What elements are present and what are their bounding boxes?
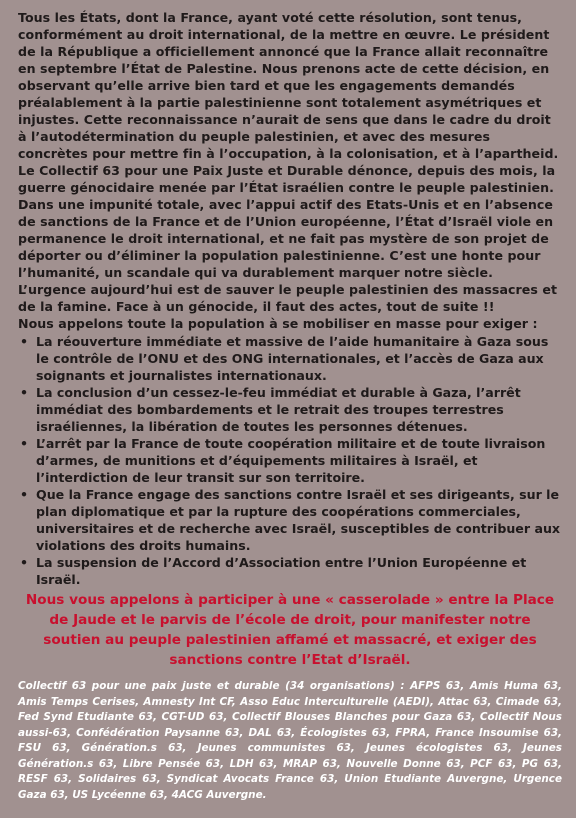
demand-item xyxy=(18,333,562,384)
bullet-icon: • xyxy=(20,334,29,349)
demand-item xyxy=(18,384,562,435)
call-intro-paragraph: Nous appelons toute la population à se mobiliser en masse pour exiger : xyxy=(18,316,538,331)
bullet-icon: • xyxy=(20,555,29,570)
collectif-denunciation-paragraph: Le Collectif 63 pour une Paix Juste et Durable dénonce, depuis des mois, la guerre génocidaire menée par l’État israélien contre le peuple palestinien. Dans une impunité totale, avec l’appui actif des Etats-Unis et en l’absence de sanctions de la France et de l’Union européenne, l’État d’Israël viole en permanence le droit international, et ne fait pas mystère de son projet de déporter ou d’éliminer la population palestinienne. C’est une honte pour l’humanité, un scandale qui va durablement marquer notre siècle. xyxy=(18,163,556,280)
demand-text: Que la France engage des sanctions contre Israël et ses dirigeants, sur le plan diplomatique et par la rupture des coopérations commerciales, universitaires et de recherche avec Israël, susceptibles de contribuer aux violations des droits humains. xyxy=(36,487,561,553)
bullet-icon: • xyxy=(20,436,29,451)
demand-text: L’arrêt par la France de toute coopération militaire et de toute livraison d’armes, de munitions et d’équipements militaires à Israël, et l’interdiction de leur transit sur son territoire. xyxy=(36,436,546,485)
bullet-icon: • xyxy=(20,487,29,502)
demand-item xyxy=(18,486,562,554)
casserolade-call-to-action: Nous vous appelons à participer à une « casserolade » entre la Place de Jaude et le parvis de l’école de droit, pour manifester notre soutien au peuple palestinien affamé et massacré, et exiger des sanctions contre l’Etat d’Israël. xyxy=(25,592,555,668)
signatories-list: Collectif 63 pour une paix juste et durable (34 organisations) : AFPS 63, Amis Huma 63, Amis Temps Cerises, Amnesty Int CF, Asso Educ Interculturelle (AEDI), Attac 63, Cimade 63, Fed Synd Etudiante 63, CGT-UD 63, Collectif Blouses Blanches pour Gaza 63, Collectif Nous aussi-63, Confédération Paysanne 63, DAL 63, Écologistes 63, FPRA, France Insoumise 63, FSU 63, Génération.s 63, Jeunes communistes 63, Jeunes écologistes 63, Jeunes Génération.s 63, Libre Pensée 63, LDH 63, MRAP 63, Nouvelle Donne 63, PCF 63, PG 63, RESF 63, Solidaires 63, Syndicat Avocats France 63, Union Etudiante Auvergne, Urgence Gaza 63, US Lycéenne 63, 4ACG Auvergne. xyxy=(18,680,562,801)
resolution-paragraph: Tous les États, dont la France, ayant voté cette résolution, sont tenus, conformément au droit international, de la mettre en œuvre. Le président de la République a officiellement annoncé que la France allait reconnaître en septembre l’État de Palestine. Nous prenons acte de cette décision, en observant qu’elle arrive bien tard et que les engagements demandés préalablement à la partie palestinienne sont totalement asymétriques et injustes. Cette reconnaissance n’aurait de sens que dans le cadre du droit à l’autodétermination du peuple palestinien, et avec des mesures concrètes pour mettre fin à l’occupation, à la colonisation, et à l’apartheid. xyxy=(18,10,559,161)
demand-text: La suspension de l’Accord d’Association entre l’Union Européenne et Israël. xyxy=(36,555,527,587)
demand-text: La réouverture immédiate et massive de l’aide humanitaire à Gaza sous le contrôle de l’ONU et des ONG internationales, et l’accès de Gaza aux soignants et journalistes internationaux. xyxy=(36,334,549,383)
demand-text: La conclusion d’un cessez-le-feu immédiat et durable à Gaza, l’arrêt immédiat des bombardements et le retrait des troupes terrestres israéliennes, la libération de toutes les personnes détenues. xyxy=(36,385,521,434)
demands-list xyxy=(18,333,562,588)
demand-item xyxy=(18,554,562,588)
urgency-paragraph: L’urgence aujourd’hui est de sauver le peuple palestinien des massacres et de la famine. Face à un génocide, il faut des actes, tout de suite !! xyxy=(18,282,558,314)
demand-item xyxy=(18,435,562,486)
bullet-icon: • xyxy=(20,385,29,400)
